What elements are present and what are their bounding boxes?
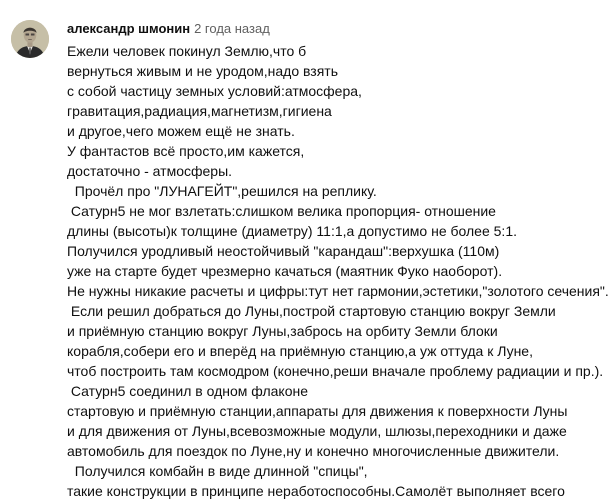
comment-text-line: стартовую и приёмную станции,аппараты для движения к поверхности Луны bbox=[67, 403, 568, 419]
comment-text-line: Получился комбайн в виде длинной "спицы", bbox=[67, 463, 368, 479]
comment-text-line: Если решил добраться до Луны,построй стартовую станцию вокруг Земли bbox=[67, 303, 556, 319]
comment-author[interactable]: александр шмонин bbox=[67, 21, 191, 36]
comment-text-line: уже на старте будет чрезмерно качаться (маятник Фуко наоборот). bbox=[67, 263, 503, 279]
user-portrait-icon bbox=[11, 20, 49, 58]
comment-text-line: чтоб построить там космодром (конечно,реши вначале проблему радиации и пр.). bbox=[67, 363, 604, 379]
avatar[interactable] bbox=[11, 20, 49, 58]
comment-text-line: и другое,чего можем ещё не знать. bbox=[67, 123, 295, 139]
comment-text-line: Сатурн5 не мог взлетать:слишком велика пропорция- отношение bbox=[67, 203, 496, 219]
comment-text-line: такие конструкции в принципе неработоспособны.Самолёт выполняет всего bbox=[67, 483, 565, 499]
comment-text-line: Получился уродливый неостойчивый "карандаш":верхушка (110м) bbox=[67, 243, 500, 259]
comment-text-line: достаточно - атмосферы. bbox=[67, 163, 233, 179]
comment-text-line: с собой частицу земных условий:атмосфера, bbox=[67, 83, 362, 99]
comment-text-line: корабля,собери его и вперёд на приёмную станцию,а уж оттуда к Луне, bbox=[67, 343, 533, 359]
comment-text-line: и приёмную станцию вокруг Луны,забрось на орбиту Земли блоки bbox=[67, 323, 498, 339]
comment-text-line: вернуться живым и не уродом,надо взять bbox=[67, 63, 339, 79]
comment-text-line: длины (высоты)к толщине (диаметру) 11:1,а допустимо не более 5:1. bbox=[67, 223, 517, 239]
comment-text-line: автомобиль для поездок по Луне,ну и конечно многочисленные движители. bbox=[67, 443, 560, 459]
comment-text-line: Ежели человек покинул Землю,что б bbox=[67, 43, 307, 59]
comment-text-line: и для движения от Луны,всевозможные модули, шлюзы,переходники и даже bbox=[67, 423, 567, 439]
comment-timestamp[interactable]: 2 года назад bbox=[194, 21, 270, 36]
comment-header bbox=[67, 20, 270, 38]
comment-text-line: У фантастов всё просто,им кажется, bbox=[67, 143, 305, 159]
comment-text-line: Сатурн5 соединил в одном флаконе bbox=[67, 383, 309, 399]
comment-text-line: гравитация,радиация,магнетизм,гигиена bbox=[67, 103, 332, 119]
comment-text-line: Не нужны никакие расчеты и цифры:тут нет гармонии,эстетики,"золотого сечения". bbox=[67, 283, 609, 299]
comment-text bbox=[67, 41, 616, 501]
comment-text-line: Прочёл про "ЛУНАГЕЙТ",решился на реплику. bbox=[67, 183, 377, 199]
